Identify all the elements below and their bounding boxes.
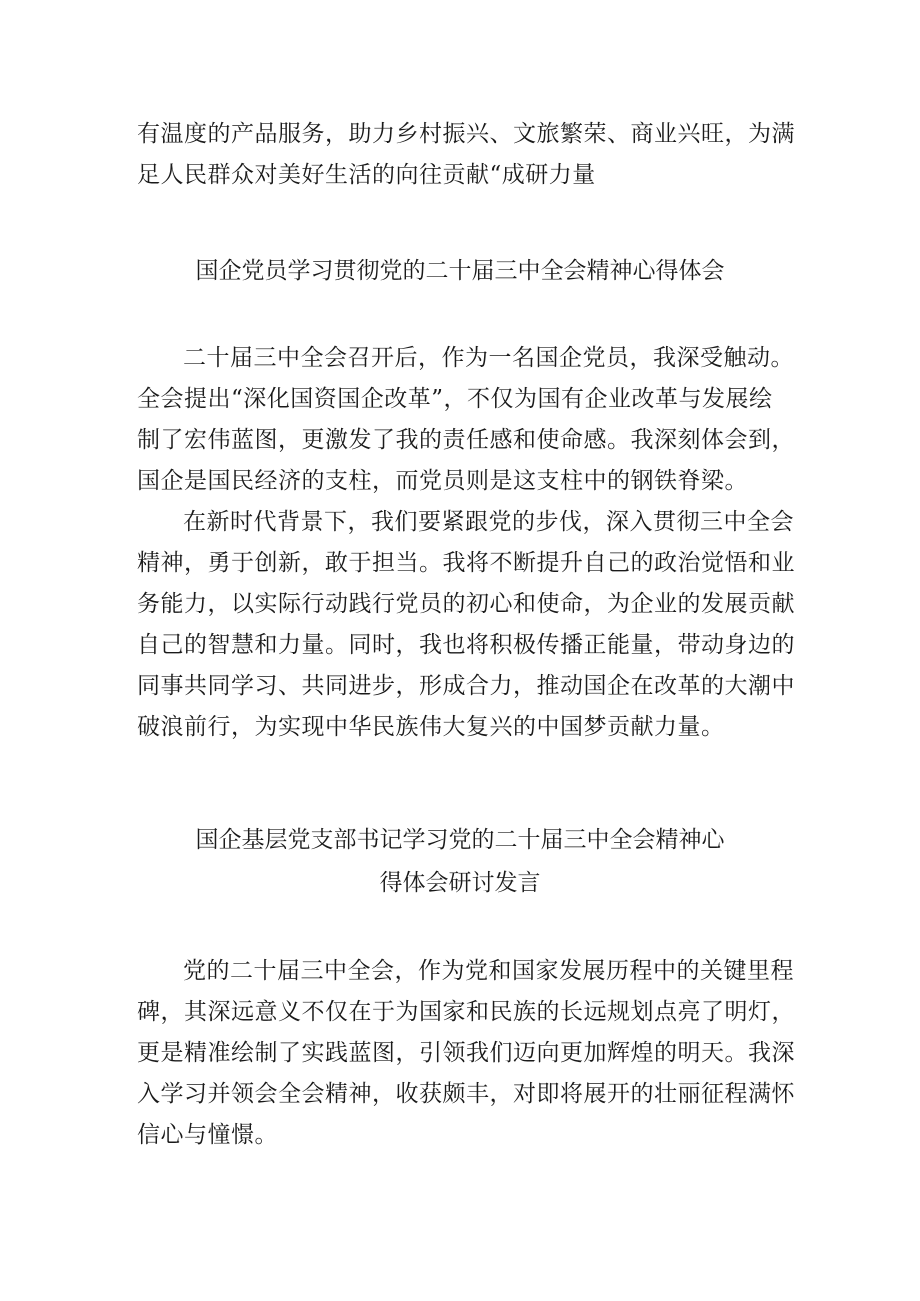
section2-paragraph1-line: 更是精准绘制了实践蓝图，引领我们迈向更加辉煌的明天。我深 — [137, 1040, 795, 1066]
section2-paragraph1-line: 入学习并领会全会精神，收获颇丰，对即将展开的壮丽征程满怀 — [137, 1081, 795, 1107]
section1-paragraph2-line: 自己的智慧和力量。同时，我也将积极传播正能量，带动身边的 — [137, 632, 795, 658]
section1-title: 国企党员学习贯彻党的二十届三中全会精神心得体会 — [195, 258, 725, 284]
section2-title: 得体会研讨发言 — [379, 870, 541, 896]
section1-paragraph1-line: 二十届三中全会召开后，作为一名国企党员，我深受触动。 — [183, 345, 794, 371]
section1-paragraph2-line: 精神，勇于创新，敢于担当。我将不断提升自己的政治觉悟和业 — [137, 550, 795, 576]
section1-paragraph2-line: 在新时代背景下，我们要紧跟党的步伐，深入贯彻三中全会 — [183, 509, 794, 535]
section1-paragraph2-line: 破浪前行，为实现中华民族伟大复兴的中国梦贡献力量。 — [137, 714, 725, 740]
section2-paragraph1-line: 党的二十届三中全会，作为党和国家发展历程中的关键里程 — [183, 958, 794, 984]
section2-paragraph1-line: 碑，其深远意义不仅在于为国家和民族的长远规划点亮了明灯， — [137, 999, 795, 1025]
section1-paragraph1-line: 全会提出“深化国资国企改革”，不仅为国有企业改革与发展绘 — [137, 386, 773, 412]
section1-paragraph2-line: 同事共同学习、共同进步，形成合力，推动国企在改革的大潮中 — [137, 673, 795, 699]
section2-paragraph1-line: 信心与憧憬。 — [137, 1122, 278, 1148]
section1-paragraph1-line: 国企是国民经济的支柱，而党员则是这支柱中的钢铁脊梁。 — [137, 468, 748, 494]
intro-line: 有温度的产品服务，助力乡村振兴、文旅繁荣、商业兴旺，为满 — [137, 121, 795, 147]
section1-paragraph2-line: 务能力，以实际行动践行党员的初心和使命，为企业的发展贡献 — [137, 591, 795, 617]
section1-paragraph1-line: 制了宏伟蓝图，更激发了我的责任感和使命感。我深刻体会到， — [137, 427, 795, 453]
section2-title: 国企基层党支部书记学习党的二十届三中全会精神心 — [195, 827, 725, 853]
intro-line: 足人民群众对美好生活的向往贡献“成研力量 — [137, 162, 596, 188]
